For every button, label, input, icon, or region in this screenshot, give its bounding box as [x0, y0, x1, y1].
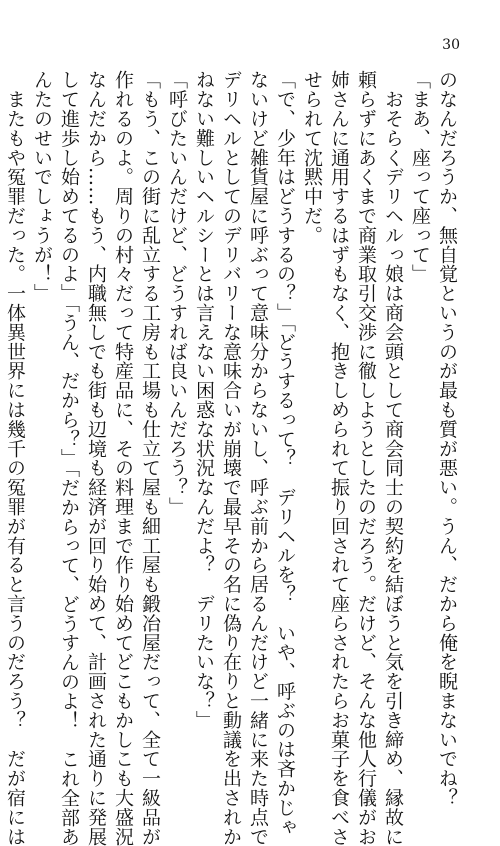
text-line: おそらくデリヘルっ娘は商会頭として商会同士の契約を結ぼうと気を引き締め、縁故に — [382, 70, 404, 846]
text-line — [0, 70, 1, 680]
text-line: 「まあ、座って座って」 — [409, 70, 431, 284]
text-line: せられて沈黙中だ。 — [301, 70, 323, 245]
text-line: 頼らずにあくまで商業取引交渉に徹しようとしたのだろう。だけど、そんな他人行儀がお — [355, 70, 377, 846]
text-line: して進歩し始めてるのよ」「うん、だから？」「だからって、どうすんのよ！ これ全部あ — [58, 70, 80, 846]
text-line: 「もう、この街に乱立する工房も工場も仕立て屋も細工屋も鍛冶屋だって、全て一級品が — [139, 70, 161, 846]
text-line: デリヘルとしてのデリバリーな意味合いが崩壊で最早その名に偽り在りと動議を出されか — [220, 70, 242, 846]
text-line: 「で、少年はどうするの？」「どうするって？ デリヘルを？ いや、呼ぶのは吝かじゃ — [274, 70, 296, 837]
text-line: のなんだろうか、無自覚というのが最も質が悪い。うん、だから俺を睨まないでね？ — [436, 70, 458, 808]
text-line: ないけど雑貨屋に呼ぶって意味分からないし、呼ぶ前から居るんだけど一緒に来た時点で — [247, 70, 269, 846]
text-line: 作れるのよ。周りの村々だって特産品に、その料理まで作り始めてどこもかしこも大盛況 — [112, 70, 134, 846]
text-line: んたのせいでしょうが！」 — [31, 70, 53, 303]
text-line: 「呼びたいんだけど、どうすれば良いんだろう？」 — [166, 70, 188, 517]
vertical-text-body — [4, 70, 460, 846]
text-line: なんだから……もう、内職無しでも街も辺境も経済が回り始めて、計画された通りに発展 — [85, 70, 107, 846]
text-line: ねない難しいヘルシーとは言えない困惑な状況なんだよ？ デリたいな？」 — [193, 70, 215, 730]
text-line: またもや冤罪だった。一体異世界には幾千の冤罪が有ると言うのだろう？ だが宿には — [4, 70, 26, 846]
text-line: 姉さんに通用するはずもなく、抱きしめられて振り回されて座らされたらお菓子を食べさ — [328, 70, 350, 846]
page-number: 30 — [442, 37, 460, 53]
